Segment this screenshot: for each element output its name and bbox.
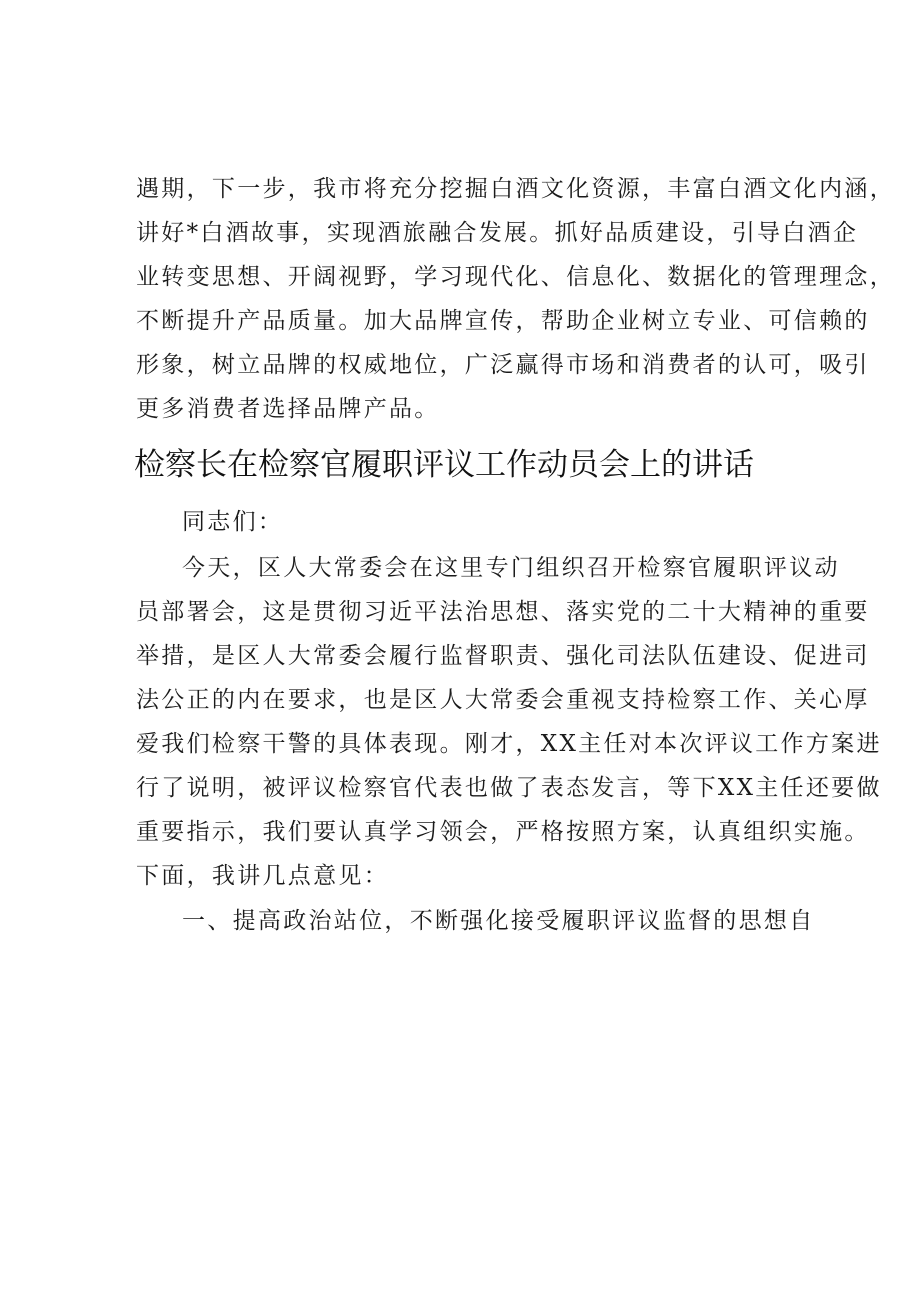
- paragraph-line: 形象，树立品牌的权威地位，广泛赢得市场和消费者的认可，吸引: [136, 352, 870, 378]
- paragraph-line: 今天，区人大常委会在这里专门组织召开检察官履职评议动: [182, 555, 840, 581]
- salutation: 同志们：: [182, 509, 284, 535]
- paragraph-line: 不断提升产品质量。加大品牌宣传，帮助企业树立专业、可信赖的: [136, 308, 870, 334]
- paragraph-line: 员部署会，这是贯彻习近平法治思想、落实党的二十大精神的重要: [136, 599, 870, 625]
- paragraph-line: 法公正的内在要求，也是区人大常委会重视支持检察工作、关心厚: [136, 687, 870, 713]
- paragraph-line: 行了说明，被评议检察官代表也做了表态发言，等下XX主任还要做: [136, 775, 882, 801]
- paragraph-line: 爱我们检察干警的具体表现。刚才，XX主任对本次评议工作方案进: [136, 731, 882, 757]
- paragraph-line: 更多消费者选择品牌产品。: [136, 396, 440, 422]
- paragraph-line: 业转变思想、开阔视野，学习现代化、信息化、数据化的管理理念，: [136, 264, 895, 290]
- paragraph-line: 重要指示，我们要认真学习领会，严格按照方案，认真组织实施。: [136, 819, 870, 845]
- speech-title: 检察长在检察官履职评议工作动员会上的讲话: [134, 447, 754, 483]
- section-heading-line: 一、提高政治站位，不断强化接受履职评议监督的思想自: [182, 908, 815, 934]
- paragraph-line: 举措，是区人大常委会履行监督职责、强化司法队伍建设、促进司: [136, 643, 870, 669]
- paragraph-line: 讲好*白酒故事，实现酒旅融合发展。抓好品质建设，引导白酒企: [136, 220, 859, 246]
- paragraph-line: 下面，我讲几点意见：: [136, 863, 389, 889]
- paragraph-line: 遇期，下一步，我市将充分挖掘白酒文化资源，丰富白酒文化内涵，: [136, 176, 895, 202]
